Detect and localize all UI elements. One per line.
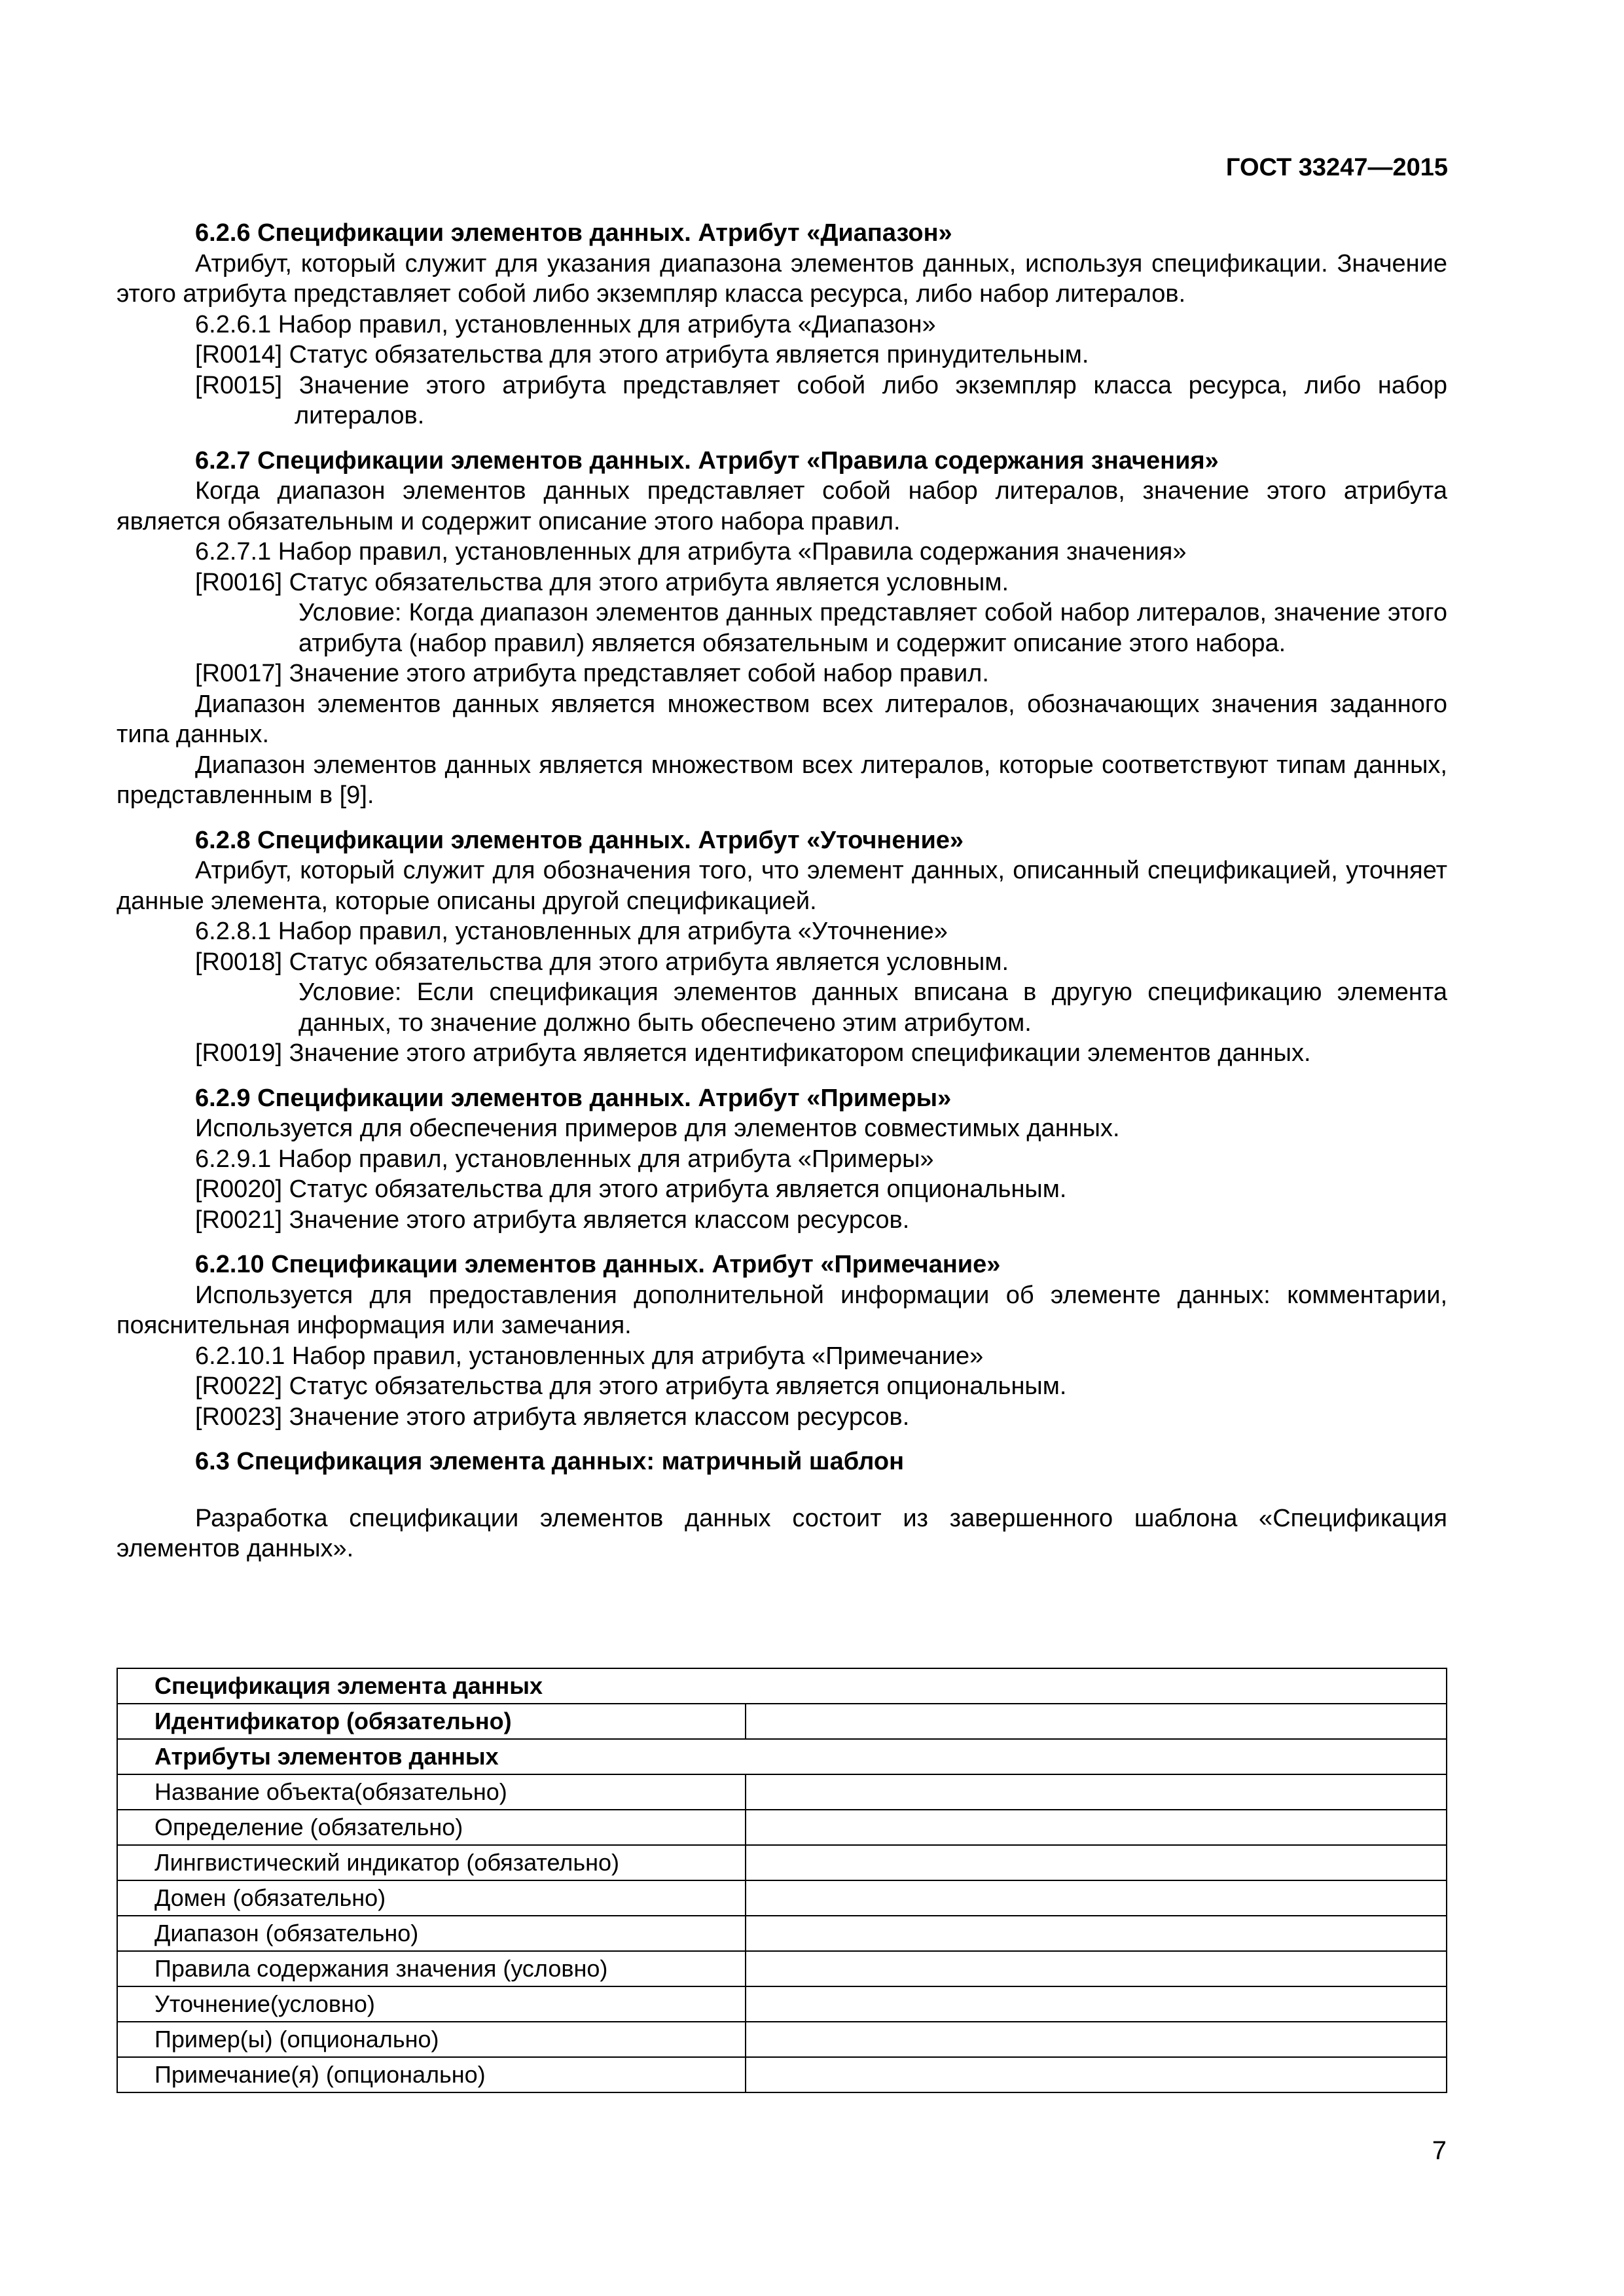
paragraph: Используется для обеспечения примеров для элементов совместимых данных. xyxy=(195,1115,1120,1142)
table-attribute-label: Пример(ы) (опционально) xyxy=(117,2022,746,2057)
rule-item: [R0021] Значение этого атрибута является классом ресурсов. xyxy=(195,1206,910,1234)
rule-item: [R0020] Статус обязательства для этого атрибута является опциональным. xyxy=(195,1175,1067,1203)
section-heading: 6.2.6 Спецификации элементов данных. Атрибут «Диапазон» xyxy=(195,219,952,247)
table-value-cell xyxy=(746,1951,1447,1986)
rule-set-title: 6.2.6.1 Набор правил, установленных для атрибута «Диапазон» xyxy=(195,310,936,338)
table-row xyxy=(117,1668,1447,1704)
table-attribute-label: Диапазон (обязательно) xyxy=(117,1916,746,1951)
table-row xyxy=(117,1986,1447,2022)
table-attribute-label: Лингвистический индикатор (обязательно) xyxy=(117,1845,746,1880)
section-heading: 6.3 Спецификация элемента данных: матричный шаблон xyxy=(195,1448,905,1475)
rule-item: [R0018] Статус обязательства для этого атрибута является условным. xyxy=(195,948,1009,976)
rule-condition: Условие: Если спецификация элементов данных вписана в другую спецификацию элемента данных, то значение должно быть обеспечено этим атрибутом. xyxy=(298,978,1447,1037)
table-attribute-label: Правила содержания значения (условно) xyxy=(117,1951,746,1986)
table-row xyxy=(117,1951,1447,1986)
section-heading: 6.2.9 Спецификации элементов данных. Атрибут «Примеры» xyxy=(195,1084,952,1112)
paragraph: Атрибут, который служит для обозначения того, что элемент данных, описанный спецификацией, уточняет данные элемента, которые описаны другой спецификацией. xyxy=(117,857,1447,915)
table-row xyxy=(117,1880,1447,1916)
rule-item: [R0017] Значение этого атрибута представляет собой набор правил. xyxy=(195,660,989,687)
table-value-cell xyxy=(746,2022,1447,2057)
table-value-cell xyxy=(746,1704,1447,1739)
table-attribute-label: Примечание(я) (опционально) xyxy=(117,2057,746,2092)
table-identifier-label: Идентификатор (обязательно) xyxy=(117,1704,746,1739)
table-attribute-label: Домен (обязательно) xyxy=(117,1880,746,1916)
table-row xyxy=(117,2022,1447,2057)
paragraph: Разработка спецификации элементов данных состоит из завершенного шаблона «Спецификация элементов данных». xyxy=(117,1504,1447,1562)
paragraph: Когда диапазон элементов данных представляет собой набор литералов, значение этого атрибута является обязательным и содержит описание этого набора правил. xyxy=(117,477,1447,535)
section-heading: 6.2.7 Спецификации элементов данных. Атрибут «Правила содержания значения» xyxy=(195,446,1219,475)
table-value-cell xyxy=(746,1916,1447,1951)
section-heading: 6.2.10 Спецификации элементов данных. Атрибут «Примечание» xyxy=(195,1251,1001,1278)
rule-item: [R0015] Значение этого атрибута представляет собой либо экземпляр класса ресурса, либо набор литералов. xyxy=(195,371,1447,429)
paragraph: Атрибут, который служит для указания диапазона элементов данных, используя спецификации. Значение этого атрибута представляет собой либо экземпляр класса ресурса, либо набор литералов. xyxy=(117,249,1447,308)
table-attribute-label: Определение (обязательно) xyxy=(117,1810,746,1845)
table-attributes-header: Атрибуты элементов данных xyxy=(117,1739,1447,1774)
table-value-cell xyxy=(746,1845,1447,1880)
table-attribute-label: Название объекта(обязательно) xyxy=(117,1774,746,1810)
table-row xyxy=(117,1845,1447,1880)
paragraph: Диапазон элементов данных является множеством всех литералов, которые соответствуют типам данных, представленным в [9]. xyxy=(117,751,1447,809)
rule-item: [R0023] Значение этого атрибута является классом ресурсов. xyxy=(195,1403,910,1431)
table-row xyxy=(117,1774,1447,1810)
table-row xyxy=(117,2057,1447,2092)
table-attribute-label: Уточнение(условно) xyxy=(117,1986,746,2022)
rule-condition: Условие: Когда диапазон элементов данных представляет собой набор литералов, значение этого атрибута (набор правил) является обязательным и содержит описание этого набора. xyxy=(298,599,1447,657)
table-row xyxy=(117,1916,1447,1951)
table-value-cell xyxy=(746,1810,1447,1845)
table-row xyxy=(117,1810,1447,1845)
document-standard-code: ГОСТ 33247—2015 xyxy=(1225,154,1448,181)
table-value-cell xyxy=(746,1986,1447,2022)
rule-set-title: 6.2.8.1 Набор правил, установленных для атрибута «Уточнение» xyxy=(195,918,948,945)
table-row xyxy=(117,1739,1447,1774)
table-value-cell xyxy=(746,1774,1447,1810)
rule-set-title: 6.2.7.1 Набор правил, установленных для атрибута «Правила содержания значения» xyxy=(195,538,1187,565)
paragraph: Диапазон элементов данных является множеством всех литералов, обозначающих значения заданного типа данных. xyxy=(117,690,1447,748)
document-body xyxy=(117,218,1447,1564)
rule-set-title: 6.2.10.1 Набор правил, установленных для атрибута «Примечание» xyxy=(195,1342,984,1370)
paragraph: Используется для предоставления дополнительной информации об элементе данных: комментарии, пояснительная информация или замечания. xyxy=(117,1281,1447,1339)
rule-item: [R0022] Статус обязательства для этого атрибута является опциональным. xyxy=(195,1372,1067,1400)
table-row xyxy=(117,1704,1447,1739)
table-title: Спецификация элемента данных xyxy=(117,1668,1447,1704)
table-value-cell xyxy=(746,2057,1447,2092)
section-heading: 6.2.8 Спецификации элементов данных. Атрибут «Уточнение» xyxy=(195,826,964,854)
page-number: 7 xyxy=(1432,2136,1447,2165)
table-value-cell xyxy=(746,1880,1447,1916)
rule-set-title: 6.2.9.1 Набор правил, установленных для атрибута «Примеры» xyxy=(195,1145,934,1173)
rule-item: [R0016] Статус обязательства для этого атрибута является условным. xyxy=(195,568,1009,596)
rule-item: [R0014] Статус обязательства для этого атрибута является принудительным. xyxy=(195,341,1089,368)
rule-item: [R0019] Значение этого атрибута является идентификатором спецификации элементов данных. xyxy=(195,1039,1311,1067)
data-element-spec-table xyxy=(117,1668,1447,2093)
